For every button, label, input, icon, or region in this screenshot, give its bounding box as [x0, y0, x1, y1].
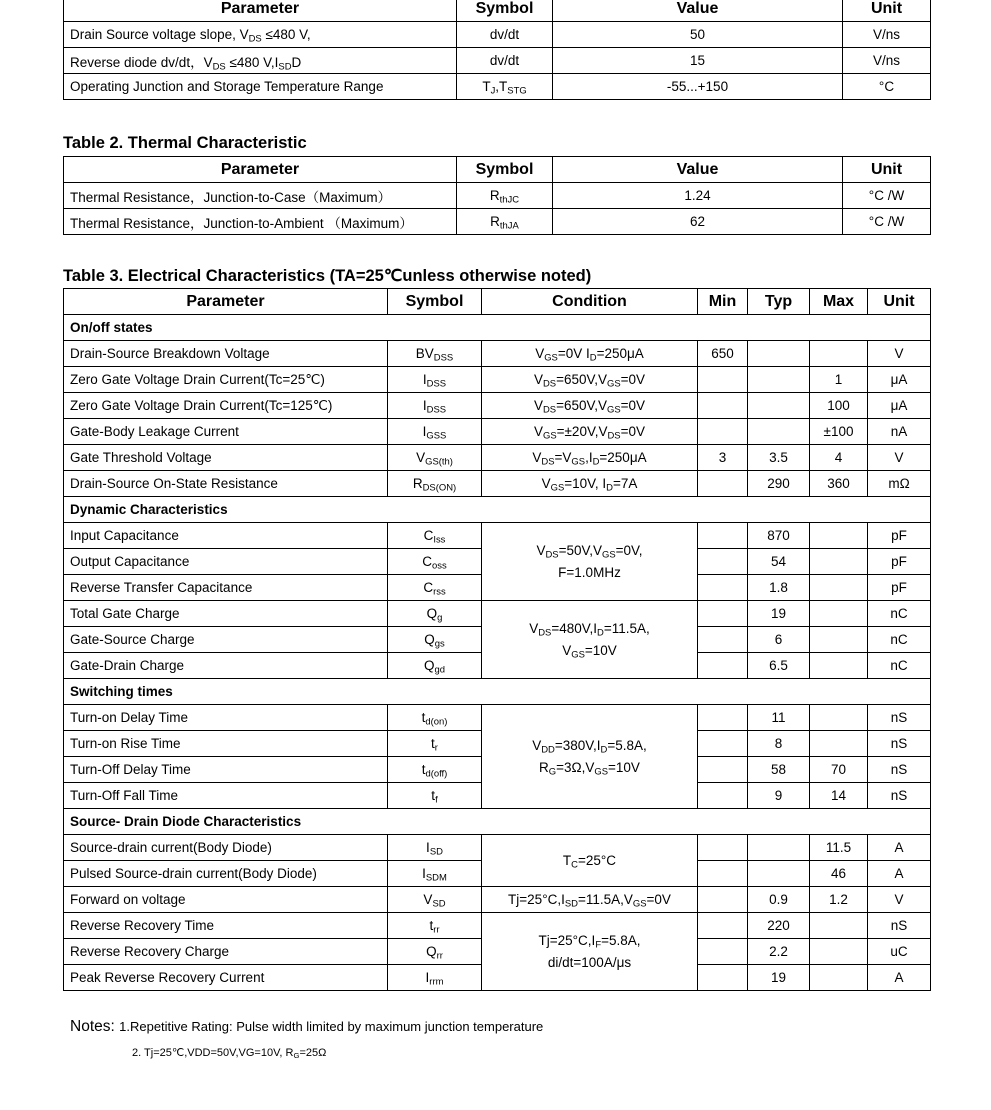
note-1: 1.Repetitive Rating: Pulse width limited by maximum junction temperature — [119, 1019, 544, 1034]
cell-symbol: $V_{SD}$ — [388, 887, 482, 913]
cell-min — [698, 601, 748, 627]
cell-parameter: Turn-Off Delay Time — [64, 757, 388, 783]
header-parameter: Parameter — [64, 0, 457, 22]
header-value: Value — [553, 0, 843, 22]
cell-max: ±100 — [810, 419, 868, 445]
cell-unit: nC — [868, 653, 931, 679]
cell-min — [698, 471, 748, 497]
cell-unit: uC — [868, 939, 931, 965]
cell-parameter: Gate-Source Charge — [64, 627, 388, 653]
cell-unit: A — [868, 835, 931, 861]
table-3-title: Table 3. Electrical Characteristics (TA=25℃unless otherwise noted) — [63, 267, 592, 285]
cell-symbol: $R_{thJA}$ — [457, 209, 553, 235]
header-unit: Unit — [843, 157, 931, 183]
cell-symbol: $t_{rr}$ — [388, 913, 482, 939]
cell-condition: $V_{DS}=650V,V_{GS}=0V$ — [482, 393, 698, 419]
table-row — [64, 601, 931, 627]
table-row — [64, 471, 931, 497]
cell-unit: °C — [843, 74, 931, 100]
cell-parameter: Drain Source voltage slope, $V_{DS} \le 480$ V, — [64, 22, 457, 48]
cell-symbol: $Q_{gs}$ — [388, 627, 482, 653]
cell-value: 1.24 — [553, 183, 843, 209]
cell-unit: nS — [868, 731, 931, 757]
cell-symbol: $T_J,T_{STG}$ — [457, 74, 553, 100]
cell-parameter: Zero Gate Voltage Drain Current(Tc=125℃) — [64, 393, 388, 419]
header-unit: Unit — [843, 0, 931, 22]
cell-condition: $T_C=25^\circ C$ — [482, 835, 698, 887]
cell-typ: 6 — [748, 627, 810, 653]
table-3-header — [64, 289, 931, 315]
cell-max: 360 — [810, 471, 868, 497]
cell-min — [698, 549, 748, 575]
cell-unit: pF — [868, 575, 931, 601]
cell-unit: nS — [868, 913, 931, 939]
cell-typ: 0.9 — [748, 887, 810, 913]
header-max: Max — [810, 289, 868, 315]
table-row — [64, 445, 931, 471]
note-2: 2. Tj=25℃,VDD=50V,VG=10V, $R_G=25\Omega$ — [132, 1047, 327, 1060]
cell-parameter: Peak Reverse Recovery Current — [64, 965, 388, 991]
header-parameter: Parameter — [64, 289, 388, 315]
cell-symbol: $Q_{gd}$ — [388, 653, 482, 679]
cell-condition: $V_{DS}=650V,V_{GS}=0V$ — [482, 367, 698, 393]
cell-typ: 870 — [748, 523, 810, 549]
cell-max — [810, 965, 868, 991]
cell-max: 70 — [810, 757, 868, 783]
cell-parameter: Forward on voltage — [64, 887, 388, 913]
table-row — [64, 393, 931, 419]
cell-condition: $V_{GS}=10V$, $I_D=7A$ — [482, 471, 698, 497]
cell-unit: °C /W — [843, 209, 931, 235]
cell-max: 14 — [810, 783, 868, 809]
cell-min: 650 — [698, 341, 748, 367]
cell-symbol: $Q_g$ — [388, 601, 482, 627]
cell-parameter: Reverse Transfer Capacitance — [64, 575, 388, 601]
cell-typ: 8 — [748, 731, 810, 757]
cell-parameter: Turn-Off Fall Time — [64, 783, 388, 809]
notes-label: Notes: — [70, 1018, 115, 1035]
cell-typ: 3.5 — [748, 445, 810, 471]
cell-max: 1 — [810, 367, 868, 393]
cell-symbol: $C_{Iss}$ — [388, 523, 482, 549]
cell-max: 11.5 — [810, 835, 868, 861]
cell-unit: nS — [868, 783, 931, 809]
cell-unit: A — [868, 965, 931, 991]
cell-symbol: $t_r$ — [388, 731, 482, 757]
cell-typ: 220 — [748, 913, 810, 939]
cell-parameter: Operating Junction and Storage Temperature Range — [64, 74, 457, 100]
cell-symbol: $Q_{rr}$ — [388, 939, 482, 965]
cell-max — [810, 549, 868, 575]
cell-unit: V — [868, 341, 931, 367]
cell-unit: nC — [868, 601, 931, 627]
cell-min — [698, 523, 748, 549]
cell-parameter: Source-drain current(Body Diode) — [64, 835, 388, 861]
cell-parameter: Pulsed Source-drain current(Body Diode) — [64, 861, 388, 887]
section-row — [64, 315, 931, 341]
section-title: Switching times — [64, 679, 931, 705]
table-2-header — [64, 157, 931, 183]
cell-condition: $V_{DS}=480V,I_D=11.5A$, $V_{GS}=10V$ — [482, 601, 698, 679]
cell-min — [698, 835, 748, 861]
cell-min — [698, 913, 748, 939]
table-row — [64, 48, 931, 74]
cell-min — [698, 939, 748, 965]
cell-condition: $Tj=25^\circ C,I_F=5.8A$, di/dt=100A/μs — [482, 913, 698, 991]
header-symbol: Symbol — [457, 0, 553, 22]
cell-max: 1.2 — [810, 887, 868, 913]
table-row — [64, 367, 931, 393]
cell-symbol: $I_{DSS}$ — [388, 393, 482, 419]
cell-symbol: $t_f$ — [388, 783, 482, 809]
header-symbol: Symbol — [388, 289, 482, 315]
cell-typ — [748, 861, 810, 887]
table-1-header — [64, 0, 931, 22]
cell-min — [698, 757, 748, 783]
cell-unit: μA — [868, 393, 931, 419]
cell-max — [810, 575, 868, 601]
cell-max — [810, 341, 868, 367]
header-value: Value — [553, 157, 843, 183]
cell-typ: 58 — [748, 757, 810, 783]
cell-min — [698, 731, 748, 757]
cell-unit: V/ns — [843, 22, 931, 48]
cell-max — [810, 913, 868, 939]
section-title: Source- Drain Diode Characteristics — [64, 809, 931, 835]
cell-symbol: $I_{rrm}$ — [388, 965, 482, 991]
cell-min — [698, 705, 748, 731]
cell-typ: 54 — [748, 549, 810, 575]
section-title: Dynamic Characteristics — [64, 497, 931, 523]
cell-symbol: $V_{GS(th)}$ — [388, 445, 482, 471]
cell-parameter: Zero Gate Voltage Drain Current(Tc=25℃) — [64, 367, 388, 393]
cell-condition: $V_{DS}=V_{GS},I_D=250\mu A$ — [482, 445, 698, 471]
cell-typ — [748, 393, 810, 419]
header-symbol: Symbol — [457, 157, 553, 183]
table-row — [64, 209, 931, 235]
cell-symbol: $I_{GSS}$ — [388, 419, 482, 445]
cell-symbol: $I_{SDM}$ — [388, 861, 482, 887]
cell-min: 3 — [698, 445, 748, 471]
cell-min — [698, 965, 748, 991]
cell-parameter: Reverse diode dv/dt，$V_{DS} \le 480$ $V,I_{SD}D$ — [64, 48, 457, 74]
section-row — [64, 679, 931, 705]
header-typ: Typ — [748, 289, 810, 315]
cell-max: 4 — [810, 445, 868, 471]
cell-parameter: Turn-on Rise Time — [64, 731, 388, 757]
cell-min — [698, 575, 748, 601]
cell-max — [810, 627, 868, 653]
table-row — [64, 913, 931, 939]
cell-symbol: $I_{SD}$ — [388, 835, 482, 861]
cell-typ: 9 — [748, 783, 810, 809]
table-row — [64, 705, 931, 731]
notes — [70, 1018, 543, 1036]
cell-parameter: Output Capacitance — [64, 549, 388, 575]
cell-min — [698, 627, 748, 653]
cell-condition: $V_{GS}=\pm 20V,V_{DS}=0V$ — [482, 419, 698, 445]
cell-min — [698, 419, 748, 445]
cell-max: 100 — [810, 393, 868, 419]
table-row — [64, 74, 931, 100]
cell-condition: $V_{DS}=50V,V_{GS}=0V$, F=1.0MHz — [482, 523, 698, 601]
cell-typ — [748, 367, 810, 393]
cell-symbol: $t_{d(on)}$ — [388, 705, 482, 731]
cell-symbol: dv/dt — [457, 48, 553, 74]
cell-typ: 2.2 — [748, 939, 810, 965]
cell-max — [810, 705, 868, 731]
table-2-title: Table 2. Thermal Characteristic — [63, 134, 307, 152]
cell-typ — [748, 835, 810, 861]
cell-value: -55...+150 — [553, 74, 843, 100]
cell-parameter: Reverse Recovery Time — [64, 913, 388, 939]
section-row — [64, 809, 931, 835]
header-parameter: Parameter — [64, 157, 457, 183]
cell-max — [810, 939, 868, 965]
cell-symbol: dv/dt — [457, 22, 553, 48]
table-1 — [63, 0, 931, 100]
cell-condition: $V_{GS}=0V$ $I_D=250\mu A$ — [482, 341, 698, 367]
cell-parameter: Turn-on Delay Time — [64, 705, 388, 731]
cell-parameter: Drain-Source On-State Resistance — [64, 471, 388, 497]
table-row — [64, 523, 931, 549]
section-row — [64, 497, 931, 523]
cell-min — [698, 783, 748, 809]
table-row — [64, 887, 931, 913]
cell-symbol: $t_{d(off)}$ — [388, 757, 482, 783]
cell-unit: pF — [868, 523, 931, 549]
cell-typ — [748, 341, 810, 367]
cell-parameter: Input Capacitance — [64, 523, 388, 549]
cell-typ — [748, 419, 810, 445]
table-3 — [63, 288, 931, 991]
header-min: Min — [698, 289, 748, 315]
cell-max — [810, 653, 868, 679]
table-row — [64, 22, 931, 48]
cell-min — [698, 367, 748, 393]
cell-typ: 6.5 — [748, 653, 810, 679]
cell-max: 46 — [810, 861, 868, 887]
cell-parameter: Gate-Body Leakage Current — [64, 419, 388, 445]
cell-min — [698, 861, 748, 887]
cell-parameter: Gate Threshold Voltage — [64, 445, 388, 471]
cell-min — [698, 393, 748, 419]
cell-unit: V — [868, 445, 931, 471]
cell-parameter: Thermal Resistance，Junction-to-Case（Maximum） — [64, 183, 457, 209]
cell-typ: 11 — [748, 705, 810, 731]
cell-condition: $Tj=25^\circ C,I_{SD}=11.5A,V_{GS}=0V$ — [482, 887, 698, 913]
header-condition: Condition — [482, 289, 698, 315]
cell-unit: mΩ — [868, 471, 931, 497]
table-row — [64, 835, 931, 861]
cell-max — [810, 523, 868, 549]
cell-unit: A — [868, 861, 931, 887]
cell-symbol: $R_{thJC}$ — [457, 183, 553, 209]
cell-parameter: Drain-Source Breakdown Voltage — [64, 341, 388, 367]
cell-unit: °C /W — [843, 183, 931, 209]
table-2 — [63, 156, 931, 235]
cell-unit: pF — [868, 549, 931, 575]
cell-typ: 19 — [748, 965, 810, 991]
cell-max — [810, 601, 868, 627]
cell-unit: nA — [868, 419, 931, 445]
cell-parameter: Gate-Drain Charge — [64, 653, 388, 679]
cell-unit: nC — [868, 627, 931, 653]
cell-value: 62 — [553, 209, 843, 235]
cell-parameter: Reverse Recovery Charge — [64, 939, 388, 965]
cell-parameter: Thermal Resistance，Junction-to-Ambient （Maximum） — [64, 209, 457, 235]
cell-unit: μA — [868, 367, 931, 393]
cell-typ: 19 — [748, 601, 810, 627]
cell-unit: V/ns — [843, 48, 931, 74]
header-unit: Unit — [868, 289, 931, 315]
cell-unit: nS — [868, 757, 931, 783]
cell-max — [810, 731, 868, 757]
cell-min — [698, 653, 748, 679]
cell-symbol: $BV_{DSS}$ — [388, 341, 482, 367]
cell-value: 15 — [553, 48, 843, 74]
table-row — [64, 341, 931, 367]
section-title: On/off states — [64, 315, 931, 341]
cell-symbol: $C_{rss}$ — [388, 575, 482, 601]
cell-unit: nS — [868, 705, 931, 731]
table-row — [64, 419, 931, 445]
cell-parameter: Total Gate Charge — [64, 601, 388, 627]
cell-min — [698, 887, 748, 913]
cell-condition: $V_{DD}=380V,I_D=5.8A$, $R_G=3\Omega,V_{GS}=10V$ — [482, 705, 698, 809]
cell-symbol: $C_{oss}$ — [388, 549, 482, 575]
cell-value: 50 — [553, 22, 843, 48]
cell-typ: 290 — [748, 471, 810, 497]
cell-typ: 1.8 — [748, 575, 810, 601]
cell-symbol: $R_{DS(ON)}$ — [388, 471, 482, 497]
table-row — [64, 183, 931, 209]
cell-symbol: $I_{DSS}$ — [388, 367, 482, 393]
cell-unit: V — [868, 887, 931, 913]
